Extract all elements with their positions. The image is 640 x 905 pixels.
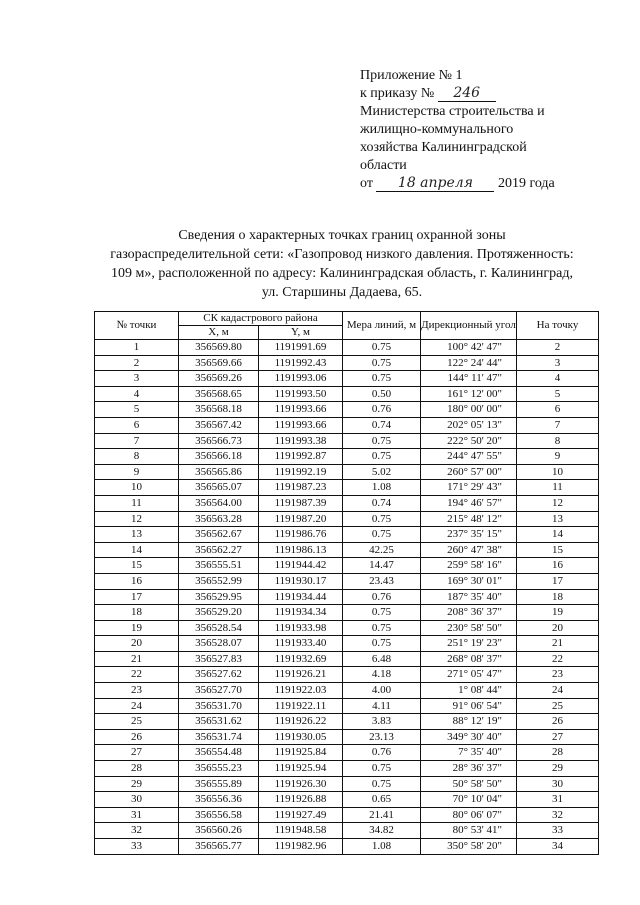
- cell-x: 356527.70: [179, 683, 259, 699]
- table-row: [95, 511, 599, 527]
- cell-to-point: 25: [517, 698, 599, 714]
- cell-y: 1191926.30: [259, 776, 343, 792]
- table-row: [95, 714, 599, 730]
- cell-to-point: 14: [517, 527, 599, 543]
- cell-measure: 3.83: [343, 714, 421, 730]
- table-row: [95, 636, 599, 652]
- cell-y: 1191986.76: [259, 527, 343, 543]
- table-body: [95, 340, 599, 855]
- cell-x: 356569.80: [179, 340, 259, 356]
- cell-measure: 0.50: [343, 386, 421, 402]
- cell-measure: 4.18: [343, 667, 421, 683]
- cell-point: 8: [95, 449, 179, 465]
- cell-y: 1191934.34: [259, 605, 343, 621]
- cell-point: 19: [95, 620, 179, 636]
- cell-to-point: 26: [517, 714, 599, 730]
- cell-y: 1191987.20: [259, 511, 343, 527]
- cell-x: 356565.77: [179, 839, 259, 855]
- header-direction-angle: Дирекционный угол: [421, 312, 517, 340]
- cell-measure: 0.75: [343, 511, 421, 527]
- cell-x: 356556.36: [179, 792, 259, 808]
- table-row: [95, 667, 599, 683]
- table-row: [95, 558, 599, 574]
- cell-point: 15: [95, 558, 179, 574]
- cell-angle: 350° 58' 20": [421, 839, 517, 855]
- cell-angle: 7° 35' 40": [421, 745, 517, 761]
- table-row: [95, 542, 599, 558]
- cell-point: 3: [95, 371, 179, 387]
- order-prefix: к приказу №: [360, 86, 435, 101]
- table-row: [95, 573, 599, 589]
- cell-to-point: 29: [517, 761, 599, 777]
- cell-angle: 244° 47' 55": [421, 449, 517, 465]
- header-line-measure: Мера линий, м: [343, 312, 421, 340]
- cell-measure: 6.48: [343, 651, 421, 667]
- cell-y: 1191926.88: [259, 792, 343, 808]
- cell-point: 4: [95, 386, 179, 402]
- cell-measure: 0.75: [343, 776, 421, 792]
- cell-angle: 144° 11' 47": [421, 371, 517, 387]
- table-row: [95, 729, 599, 745]
- table-row: [95, 480, 599, 496]
- cell-measure: 1.08: [343, 480, 421, 496]
- cell-to-point: 30: [517, 776, 599, 792]
- cell-x: 356568.65: [179, 386, 259, 402]
- cell-x: 356528.07: [179, 636, 259, 652]
- cell-x: 356565.86: [179, 464, 259, 480]
- cell-to-point: 18: [517, 589, 599, 605]
- table-row: [95, 371, 599, 387]
- header-point-number: № точки: [95, 312, 179, 340]
- cell-x: 356531.74: [179, 729, 259, 745]
- cell-point: 12: [95, 511, 179, 527]
- cell-measure: 4.00: [343, 683, 421, 699]
- cell-point: 18: [95, 605, 179, 621]
- cell-y: 1191992.87: [259, 449, 343, 465]
- cell-point: 13: [95, 527, 179, 543]
- cell-point: 23: [95, 683, 179, 699]
- heading-line-4: ул. Старшины Дадаева, 65.: [261, 285, 423, 300]
- cell-x: 356531.70: [179, 698, 259, 714]
- cell-point: 27: [95, 745, 179, 761]
- cell-point: 21: [95, 651, 179, 667]
- cell-measure: 0.75: [343, 605, 421, 621]
- cell-measure: 0.75: [343, 636, 421, 652]
- cell-angle: 91° 06' 54": [421, 698, 517, 714]
- table-row: [95, 449, 599, 465]
- cell-measure: 23.43: [343, 573, 421, 589]
- cell-x: 356555.23: [179, 761, 259, 777]
- table-row: [95, 527, 599, 543]
- heading-line-3: 109 м», расположенной по адресу: Калининградская область, г. Калининград,: [111, 266, 573, 281]
- cell-measure: 0.76: [343, 745, 421, 761]
- cell-point: 32: [95, 823, 179, 839]
- cell-to-point: 16: [517, 558, 599, 574]
- table-row: [95, 605, 599, 621]
- cell-measure: 14.47: [343, 558, 421, 574]
- header-to-point: На точку: [517, 312, 599, 340]
- cell-x: 356527.62: [179, 667, 259, 683]
- cell-angle: 28° 36' 37": [421, 761, 517, 777]
- document-heading: [88, 226, 596, 302]
- cell-angle: 80° 06' 07": [421, 807, 517, 823]
- cell-to-point: 13: [517, 511, 599, 527]
- table-row: [95, 340, 599, 356]
- cell-point: 30: [95, 792, 179, 808]
- cell-x: 356568.18: [179, 402, 259, 418]
- cell-to-point: 4: [517, 371, 599, 387]
- cell-measure: 0.76: [343, 402, 421, 418]
- table-row: [95, 464, 599, 480]
- cell-x: 356529.95: [179, 589, 259, 605]
- ministry-line-2: жилищно-коммунального: [360, 122, 514, 137]
- cell-point: 33: [95, 839, 179, 855]
- cell-angle: 237° 35' 15": [421, 527, 517, 543]
- heading-line-1: Сведения о характерных точках границ охранной зоны: [178, 228, 506, 243]
- appendix-block: [360, 67, 600, 193]
- cell-y: 1191944.42: [259, 558, 343, 574]
- cell-angle: 259° 58' 16": [421, 558, 517, 574]
- table-row: [95, 620, 599, 636]
- header-x: X, м: [179, 326, 259, 340]
- date-prefix: от: [360, 176, 373, 191]
- cell-measure: 0.75: [343, 620, 421, 636]
- cell-y: 1191933.98: [259, 620, 343, 636]
- table-row: [95, 417, 599, 433]
- cell-point: 20: [95, 636, 179, 652]
- date-line: [360, 175, 600, 193]
- cell-x: 356555.51: [179, 558, 259, 574]
- table-row: [95, 386, 599, 402]
- cell-y: 1191926.22: [259, 714, 343, 730]
- cell-y: 1191993.50: [259, 386, 343, 402]
- cell-measure: 5.02: [343, 464, 421, 480]
- cell-to-point: 33: [517, 823, 599, 839]
- cell-y: 1191993.38: [259, 433, 343, 449]
- cell-angle: 80° 53' 41": [421, 823, 517, 839]
- cell-to-point: 10: [517, 464, 599, 480]
- cell-measure: 0.75: [343, 449, 421, 465]
- cell-x: 356562.27: [179, 542, 259, 558]
- cell-measure: 0.75: [343, 761, 421, 777]
- cell-angle: 169° 30' 01": [421, 573, 517, 589]
- order-line: [360, 85, 600, 103]
- table-row: [95, 683, 599, 699]
- cell-x: 356566.18: [179, 449, 259, 465]
- cell-x: 356528.54: [179, 620, 259, 636]
- cell-angle: 122° 24' 44": [421, 355, 517, 371]
- cell-x: 356562.67: [179, 527, 259, 543]
- cell-angle: 1° 08' 44": [421, 683, 517, 699]
- cell-point: 9: [95, 464, 179, 480]
- cell-measure: 0.76: [343, 589, 421, 605]
- cell-point: 1: [95, 340, 179, 356]
- cell-angle: 222° 50' 20": [421, 433, 517, 449]
- boundary-points-table: [94, 311, 599, 855]
- cell-point: 24: [95, 698, 179, 714]
- cell-point: 29: [95, 776, 179, 792]
- cell-measure: 0.75: [343, 433, 421, 449]
- cell-measure: 0.74: [343, 495, 421, 511]
- cell-angle: 50° 58' 50": [421, 776, 517, 792]
- cell-to-point: 20: [517, 620, 599, 636]
- cell-angle: 215° 48' 12": [421, 511, 517, 527]
- cell-to-point: 28: [517, 745, 599, 761]
- cell-point: 22: [95, 667, 179, 683]
- cell-angle: 251° 19' 23": [421, 636, 517, 652]
- cell-to-point: 7: [517, 417, 599, 433]
- header-y: Y, м: [259, 326, 343, 340]
- cell-angle: 180° 00' 00": [421, 402, 517, 418]
- header-ck-group: СК кадастрового района: [179, 312, 343, 326]
- cell-x: 356552.99: [179, 573, 259, 589]
- cell-to-point: 17: [517, 573, 599, 589]
- cell-angle: 88° 12' 19": [421, 714, 517, 730]
- cell-measure: 34.82: [343, 823, 421, 839]
- cell-y: 1191992.19: [259, 464, 343, 480]
- date-suffix: 2019 года: [497, 176, 555, 191]
- table-row: [95, 355, 599, 371]
- cell-to-point: 22: [517, 651, 599, 667]
- cell-x: 356529.20: [179, 605, 259, 621]
- cell-angle: 349° 30' 40": [421, 729, 517, 745]
- ministry-line-4: области: [360, 158, 407, 173]
- cell-y: 1191922.03: [259, 683, 343, 699]
- cell-point: 5: [95, 402, 179, 418]
- cell-x: 356531.62: [179, 714, 259, 730]
- cell-to-point: 24: [517, 683, 599, 699]
- cell-x: 356563.28: [179, 511, 259, 527]
- cell-angle: 268° 08' 37": [421, 651, 517, 667]
- cell-to-point: 9: [517, 449, 599, 465]
- cell-to-point: 6: [517, 402, 599, 418]
- cell-y: 1191948.58: [259, 823, 343, 839]
- cell-angle: 208° 36' 37": [421, 605, 517, 621]
- cell-to-point: 12: [517, 495, 599, 511]
- cell-point: 31: [95, 807, 179, 823]
- cell-y: 1191991.69: [259, 340, 343, 356]
- cell-angle: 100° 42' 47": [421, 340, 517, 356]
- cell-point: 28: [95, 761, 179, 777]
- cell-measure: 0.65: [343, 792, 421, 808]
- cell-point: 14: [95, 542, 179, 558]
- cell-angle: 260° 57' 00": [421, 464, 517, 480]
- cell-measure: 0.75: [343, 527, 421, 543]
- heading-line-2: газораспределительной сети: «Газопровод низкого давления. Протяженность:: [110, 247, 574, 262]
- cell-angle: 70° 10' 04": [421, 792, 517, 808]
- cell-x: 356556.58: [179, 807, 259, 823]
- cell-point: 25: [95, 714, 179, 730]
- cell-x: 356567.42: [179, 417, 259, 433]
- cell-x: 356565.07: [179, 480, 259, 496]
- cell-measure: 0.75: [343, 340, 421, 356]
- order-number-handwritten: 246: [438, 86, 496, 102]
- cell-point: 7: [95, 433, 179, 449]
- cell-to-point: 8: [517, 433, 599, 449]
- cell-to-point: 31: [517, 792, 599, 808]
- table-row: [95, 745, 599, 761]
- cell-angle: 187° 35' 40": [421, 589, 517, 605]
- cell-to-point: 23: [517, 667, 599, 683]
- table-row: [95, 698, 599, 714]
- cell-y: 1191993.66: [259, 417, 343, 433]
- cell-y: 1191926.21: [259, 667, 343, 683]
- cell-y: 1191986.13: [259, 542, 343, 558]
- cell-angle: 271° 05' 47": [421, 667, 517, 683]
- cell-x: 356569.26: [179, 371, 259, 387]
- table-row: [95, 433, 599, 449]
- cell-y: 1191933.40: [259, 636, 343, 652]
- cell-x: 356555.89: [179, 776, 259, 792]
- cell-y: 1191987.23: [259, 480, 343, 496]
- cell-to-point: 15: [517, 542, 599, 558]
- table-row: [95, 761, 599, 777]
- table-row: [95, 402, 599, 418]
- cell-to-point: 11: [517, 480, 599, 496]
- cell-y: 1191987.39: [259, 495, 343, 511]
- cell-measure: 0.75: [343, 371, 421, 387]
- cell-point: 17: [95, 589, 179, 605]
- table-row: [95, 589, 599, 605]
- cell-to-point: 2: [517, 340, 599, 356]
- cell-x: 356569.66: [179, 355, 259, 371]
- cell-x: 356554.48: [179, 745, 259, 761]
- cell-measure: 0.74: [343, 417, 421, 433]
- cell-measure: 4.11: [343, 698, 421, 714]
- cell-point: 26: [95, 729, 179, 745]
- cell-y: 1191927.49: [259, 807, 343, 823]
- cell-x: 356560.26: [179, 823, 259, 839]
- ministry-line-3: хозяйства Калининградской: [360, 140, 527, 155]
- cell-y: 1191925.84: [259, 745, 343, 761]
- cell-to-point: 32: [517, 807, 599, 823]
- cell-point: 11: [95, 495, 179, 511]
- cell-y: 1191932.69: [259, 651, 343, 667]
- cell-y: 1191992.43: [259, 355, 343, 371]
- cell-x: 356566.73: [179, 433, 259, 449]
- cell-angle: 171° 29' 43": [421, 480, 517, 496]
- cell-to-point: 3: [517, 355, 599, 371]
- cell-y: 1191993.66: [259, 402, 343, 418]
- appendix-title: Приложение № 1: [360, 68, 463, 83]
- cell-point: 6: [95, 417, 179, 433]
- cell-y: 1191922.11: [259, 698, 343, 714]
- cell-to-point: 21: [517, 636, 599, 652]
- cell-angle: 260° 47' 38": [421, 542, 517, 558]
- cell-measure: 21.41: [343, 807, 421, 823]
- cell-measure: 0.75: [343, 355, 421, 371]
- cell-x: 356527.83: [179, 651, 259, 667]
- cell-x: 356564.00: [179, 495, 259, 511]
- cell-to-point: 19: [517, 605, 599, 621]
- table-row: [95, 776, 599, 792]
- cell-to-point: 27: [517, 729, 599, 745]
- table-row: [95, 807, 599, 823]
- cell-measure: 23.13: [343, 729, 421, 745]
- cell-point: 16: [95, 573, 179, 589]
- cell-y: 1191982.96: [259, 839, 343, 855]
- cell-y: 1191993.06: [259, 371, 343, 387]
- cell-angle: 194° 46' 57": [421, 495, 517, 511]
- table-row: [95, 792, 599, 808]
- cell-measure: 42.25: [343, 542, 421, 558]
- cell-y: 1191934.44: [259, 589, 343, 605]
- cell-to-point: 34: [517, 839, 599, 855]
- table-row: [95, 651, 599, 667]
- ministry-line-1: Министерства строительства и: [360, 104, 545, 119]
- cell-y: 1191930.17: [259, 573, 343, 589]
- cell-y: 1191930.05: [259, 729, 343, 745]
- date-handwritten: 18 апреля: [376, 176, 494, 192]
- cell-angle: 202° 05' 13": [421, 417, 517, 433]
- cell-angle: 161° 12' 00": [421, 386, 517, 402]
- cell-point: 2: [95, 355, 179, 371]
- cell-angle: 230° 58' 50": [421, 620, 517, 636]
- cell-to-point: 5: [517, 386, 599, 402]
- table-row: [95, 495, 599, 511]
- cell-y: 1191925.94: [259, 761, 343, 777]
- cell-measure: 1.08: [343, 839, 421, 855]
- cell-point: 10: [95, 480, 179, 496]
- table-row: [95, 823, 599, 839]
- table-row: [95, 839, 599, 855]
